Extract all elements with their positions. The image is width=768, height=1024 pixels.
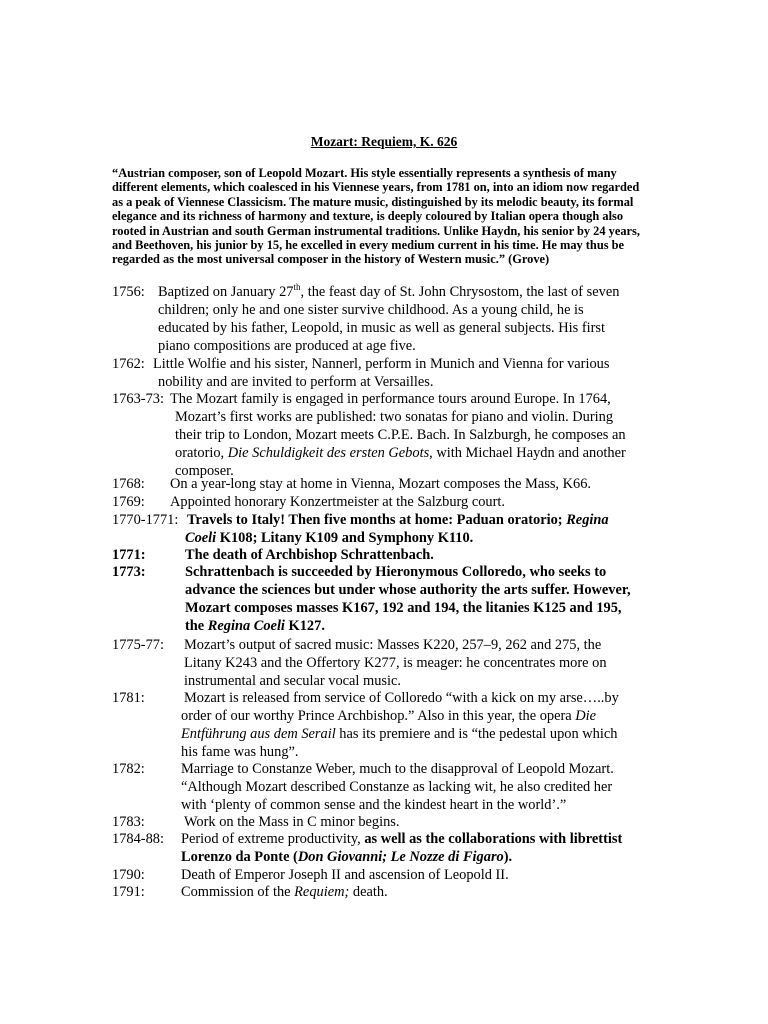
timeline-text bbox=[175, 444, 626, 462]
timeline-text bbox=[158, 337, 416, 355]
timeline-year: 1771: bbox=[112, 547, 146, 563]
text-segment: Litany K243 and the Offertory K277, is meager: he concentrates more on bbox=[184, 655, 607, 671]
text-segment: advance the sciences but under whose authority the arts suffer. However, bbox=[185, 582, 631, 598]
timeline-line bbox=[0, 373, 768, 391]
timeline-line bbox=[0, 546, 768, 564]
timeline-text bbox=[185, 599, 622, 617]
timeline-text bbox=[170, 493, 505, 511]
timeline-year: 1756: bbox=[112, 284, 145, 300]
timeline-line bbox=[0, 654, 768, 672]
timeline-text bbox=[185, 581, 631, 599]
timeline-text bbox=[170, 475, 591, 493]
timeline-text bbox=[170, 390, 611, 408]
timeline-line bbox=[0, 883, 768, 901]
timeline-line bbox=[0, 581, 768, 599]
timeline-line bbox=[0, 301, 768, 319]
timeline-line bbox=[0, 599, 768, 617]
timeline-text bbox=[185, 529, 473, 547]
text-segment: educated by his father, Leopold, in music as well as general subjects. His first bbox=[158, 320, 606, 336]
timeline-text bbox=[184, 672, 401, 690]
text-segment: composer. bbox=[175, 463, 234, 479]
timeline-line bbox=[0, 866, 768, 884]
timeline-entry bbox=[0, 563, 768, 635]
timeline-entry bbox=[0, 475, 768, 493]
text-segment: , the feast day of St. John Chrysostom, the last of seven bbox=[300, 284, 620, 300]
timeline-year: 1775-77: bbox=[112, 637, 164, 653]
text-segment: has its premiere and is “the pedestal upon which bbox=[335, 726, 618, 742]
text-segment: Period of extreme productivity, bbox=[181, 831, 365, 847]
text-segment: th bbox=[293, 282, 301, 293]
timeline-year: 1782: bbox=[112, 761, 145, 777]
timeline-line bbox=[0, 672, 768, 690]
timeline-text bbox=[184, 689, 619, 707]
timeline-line bbox=[0, 848, 768, 866]
text-segment: instrumental and secular vocal music. bbox=[184, 673, 401, 689]
timeline-text bbox=[175, 426, 626, 444]
timeline-entry bbox=[0, 390, 768, 480]
text-segment: Schrattenbach is succeeded by Hieronymous Colloredo, who seeks to bbox=[185, 564, 607, 580]
timeline-line bbox=[0, 355, 768, 373]
timeline-text bbox=[158, 283, 619, 301]
timeline-line bbox=[0, 444, 768, 462]
text-segment: , with Michael Haydn and another bbox=[429, 445, 626, 461]
timeline-line bbox=[0, 475, 768, 493]
timeline-text bbox=[185, 617, 325, 635]
text-segment: Baptized on January 27 bbox=[158, 284, 294, 300]
timeline-text bbox=[181, 848, 512, 866]
text-segment: Mozart’s first works are published: two sonatas for piano and violin. During bbox=[175, 409, 614, 425]
text-segment: their trip to London, Mozart meets C.P.E. Bach. In Salzburgh, he composes an bbox=[175, 427, 626, 443]
timeline-line bbox=[0, 563, 768, 581]
text-segment: K127. bbox=[284, 618, 325, 634]
timeline-line bbox=[0, 725, 768, 743]
timeline-year: 1762: bbox=[112, 356, 145, 372]
timeline-line bbox=[0, 426, 768, 444]
text-segment: his fame was hung”. bbox=[181, 744, 299, 760]
text-segment: Appointed honorary Konzertmeister at the Salzburg court. bbox=[170, 494, 506, 510]
timeline-line bbox=[0, 813, 768, 831]
text-segment: Die bbox=[575, 708, 597, 724]
timeline-year: 1773: bbox=[112, 564, 146, 580]
text-segment: ). bbox=[503, 849, 513, 865]
timeline-line bbox=[0, 760, 768, 778]
text-segment: order of our worthy Prince Archbishop.” Also in this year, the opera bbox=[181, 708, 576, 724]
timeline-entry bbox=[0, 283, 768, 355]
text-segment: Regina bbox=[566, 512, 609, 528]
timeline-text bbox=[184, 636, 601, 654]
timeline-entry bbox=[0, 866, 768, 884]
timeline-text bbox=[158, 301, 584, 319]
timeline-line bbox=[0, 689, 768, 707]
text-segment: Mozart’s output of sacred music: Masses K220, 257–9, 262 and 275, the bbox=[184, 637, 602, 653]
text-segment: nobility and are invited to perform at Versailles. bbox=[158, 374, 434, 390]
timeline-line bbox=[0, 283, 768, 301]
text-segment: as well as the collaborations with librettist bbox=[364, 831, 623, 847]
timeline-entry bbox=[0, 883, 768, 901]
timeline-year: 1784-88: bbox=[112, 831, 164, 847]
timeline-entry bbox=[0, 511, 768, 547]
text-segment: Coeli bbox=[185, 530, 217, 546]
text-segment: Mozart is released from service of Colloredo “with a kick on my arse…..by bbox=[184, 690, 619, 706]
timeline-year: 1768: bbox=[112, 476, 145, 492]
text-segment: Regina Coeli bbox=[207, 618, 285, 634]
text-segment: Little Wolfie and his sister, Nannerl, perform in Munich and Vienna for various bbox=[153, 356, 610, 372]
timeline-line bbox=[0, 830, 768, 848]
timeline-line bbox=[0, 337, 768, 355]
text-segment: oratorio, bbox=[175, 445, 228, 461]
timeline-line bbox=[0, 743, 768, 761]
timeline-text bbox=[181, 743, 299, 761]
text-segment: Work on the Mass in C minor begins. bbox=[184, 814, 400, 830]
timeline-text bbox=[184, 813, 400, 831]
text-segment: Travels to Italy! Then five months at home: Paduan oratorio; bbox=[187, 512, 567, 528]
timeline-year: 1790: bbox=[112, 867, 145, 883]
timeline-text bbox=[153, 355, 609, 373]
timeline-entry bbox=[0, 493, 768, 511]
timeline-text bbox=[185, 546, 434, 564]
timeline-entry bbox=[0, 689, 768, 761]
text-segment: Lorenzo da Ponte ( bbox=[181, 849, 298, 865]
timeline-line bbox=[0, 408, 768, 426]
timeline-text bbox=[181, 796, 566, 814]
timeline-entry bbox=[0, 355, 768, 391]
text-segment: death. bbox=[349, 884, 388, 900]
timeline-line bbox=[0, 617, 768, 635]
timeline-year: 1763-73: bbox=[112, 391, 164, 407]
text-segment: children; only he and one sister survive childhood. As a young child, he is bbox=[158, 302, 584, 318]
timeline-line bbox=[0, 707, 768, 725]
timeline-line bbox=[0, 493, 768, 511]
timeline-year: 1781: bbox=[112, 690, 145, 706]
text-segment: the bbox=[185, 618, 208, 634]
timeline-entry bbox=[0, 760, 768, 814]
timeline-text bbox=[184, 654, 607, 672]
text-segment: Don Giovanni; Le Nozze di Figaro bbox=[297, 849, 504, 865]
timeline-text bbox=[181, 707, 596, 725]
timeline-year: 1769: bbox=[112, 494, 145, 510]
timeline-line bbox=[0, 319, 768, 337]
text-segment: with ‘plenty of common sense and the kindest heart in the world’.” bbox=[181, 797, 567, 813]
timeline-text bbox=[181, 866, 509, 884]
text-segment: Commission of the bbox=[181, 884, 295, 900]
timeline-entry bbox=[0, 546, 768, 564]
timeline-text bbox=[181, 778, 612, 796]
timeline-line bbox=[0, 390, 768, 408]
timeline-entry bbox=[0, 830, 768, 866]
timeline-year: 1783: bbox=[112, 814, 145, 830]
page-title: Mozart: Requiem, K. 626 bbox=[310, 134, 458, 149]
timeline-text bbox=[185, 563, 606, 581]
timeline-text bbox=[181, 883, 388, 901]
timeline-text bbox=[187, 511, 609, 529]
text-segment: Entführung aus dem Serail bbox=[181, 726, 336, 742]
timeline-entry bbox=[0, 813, 768, 831]
timeline-text bbox=[158, 319, 605, 337]
text-segment: Requiem; bbox=[294, 884, 350, 900]
timeline-line bbox=[0, 511, 768, 529]
text-segment: The Mozart family is engaged in performance tours around Europe. In 1764, bbox=[170, 391, 611, 407]
timeline-text bbox=[181, 760, 614, 778]
timeline-year: 1791: bbox=[112, 884, 145, 900]
timeline-text bbox=[175, 408, 613, 426]
text-segment: The death of Archbishop Schrattenbach. bbox=[185, 547, 434, 563]
timeline-year: 1770-1771: bbox=[112, 512, 179, 528]
timeline-text bbox=[158, 373, 433, 391]
timeline-line bbox=[0, 636, 768, 654]
text-segment: Death of Emperor Joseph II and ascension of Leopold II. bbox=[181, 867, 509, 883]
text-segment: Marriage to Constanze Weber, much to the disapproval of Leopold Mozart. bbox=[181, 761, 614, 777]
timeline-entry bbox=[0, 636, 768, 690]
timeline-line bbox=[0, 778, 768, 796]
timeline-line bbox=[0, 529, 768, 547]
text-segment: piano compositions are produced at age five. bbox=[158, 338, 416, 354]
text-segment: K108; Litany K109 and Symphony K110. bbox=[216, 530, 474, 546]
text-segment: Die Schuldigkeit des ersten Gebots bbox=[227, 445, 430, 461]
timeline-text bbox=[181, 725, 617, 743]
timeline-text bbox=[181, 830, 622, 848]
timeline-line bbox=[0, 796, 768, 814]
text-segment: On a year-long stay at home in Vienna, Mozart composes the Mass, K66. bbox=[170, 476, 592, 492]
text-segment: Mozart composes masses K167, 192 and 194, the litanies K125 and 195, bbox=[185, 600, 622, 616]
grove-quote: “Austrian composer, son of Leopold Mozart. His style essentially represents a synthesis of many different elements, which coalesced in his Viennese years, from 1781 on, into an idiom now regarded as a peak of Viennese Classicism. The mature music, distinguished by its melodic beauty, its formal elegance and its richness of harmony and texture, is deeply coloured by Italian opera though also rooted in Austrian and south German instrumental traditions. Unlike Haydn, his senior by 24 years, and Beethoven, his junior by 15, he excelled in every medium current in his time. He may thus be regarded as the most universal composer in the history of Western music.” (Grove) bbox=[112, 166, 640, 267]
text-segment: “Although Mozart described Constanze as lacking wit, he also credited her bbox=[181, 779, 613, 795]
